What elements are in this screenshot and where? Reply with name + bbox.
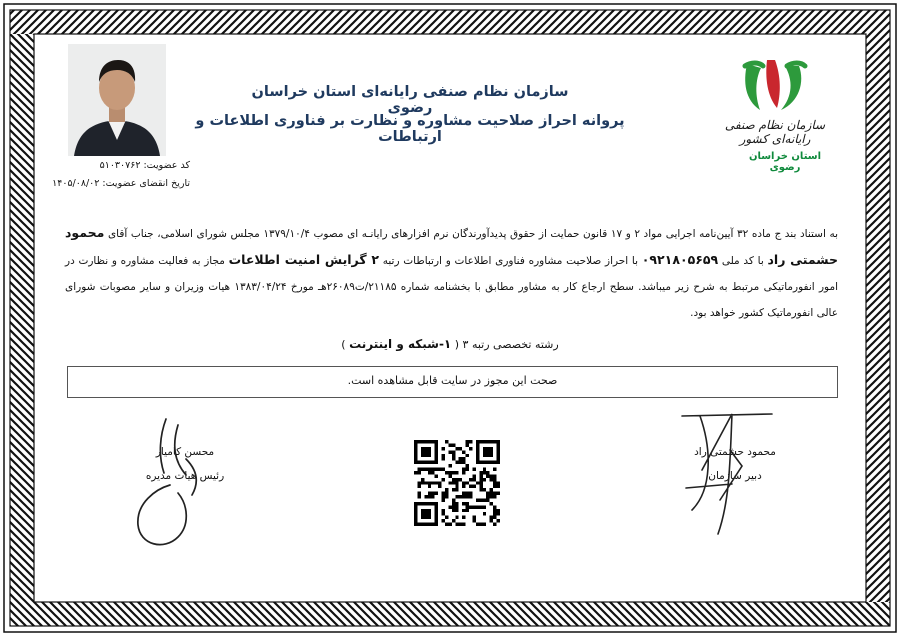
membership-code-value: ۵۱۰۳۰۷۶۲ [99,160,141,171]
membership-expiry-label: تاریخ انقضای عضویت: [102,178,190,189]
right-signer-title: دبیر سازمان [708,470,762,482]
body-p4: مجاز به فعالیت مشاوره و نظارت در امور انفورماتیکی مرتبط به شرح زیر میباشد. سطح ارجاع کار به مشاور مطابق با بخشنامه شماره ۲۱۱۸۵/ت۲۶۰۸۹هـ مورخ ۱۳۸۳/۰۴/۲۴ هیات وزیران و سایر مصوبات شورای عالی انفورماتیک کشور خواهد بود. [65,255,838,319]
certificate-body [65,220,838,326]
membership-code-label: کد عضویت: [143,160,190,171]
left-signature [130,415,220,555]
member-photo [68,44,166,156]
org-title: سازمان نظام صنفی رایانه‌ای استان خراسان رضوی [251,84,569,116]
verification-qr-code[interactable] [414,440,500,526]
right-signature [672,410,782,540]
left-signer-name: محسن کامیار [155,446,215,458]
left-signer-title: رئیس هیات مدیره [145,470,225,482]
logo-org-name: سازمان نظام صنفی رایانه‌ای کشور [724,118,826,146]
body-line1: به استناد بند ج ماده ۳۲ آیین‌نامه اجرایی مواد ۲ و ۱۷ قانون حمایت از حقوق پدیدآورندگان نرم افزارهای رایانـه ای مصوب ۱۳۷۹/۱۰/۴ مجلس شورای اسلامی، [157,228,839,240]
national-id: ۰۹۲۱۸۰۵۶۵۹ [641,252,719,267]
right-signer-name: محمود حشمتی راد [694,446,776,458]
membership-code [40,160,190,171]
body-p2: با کد ملی [721,255,764,267]
body-p1: جناب آقای [107,228,154,240]
specialty-value: ۱-شبکه و اینترنت [349,337,452,351]
membership-expiry [40,178,190,189]
body-p3: با احراز صلاحیت مشاوره فناوری اطلاعات و ارتباطات رتبه [382,255,639,267]
specialty-close: ) [341,338,346,351]
license-title: پروانه احراز صلاحیت مشاوره و نظارت بر فناوری اطلاعات و ارتباطات [195,113,625,145]
logo-province: استان خراسان رضوی [748,151,822,173]
specialty [330,337,570,351]
verify-text: صحت این مجوز در سایت قابل مشاهده است. [347,374,558,387]
membership-expiry-value: ۱۴۰۵/۰۸/۰۲ [52,178,100,189]
grade: ۲ گرایش امنیت اطلاعات [228,252,379,267]
specialty-label: رشته تخصصی رتبه ۳ ( [454,338,559,351]
member-name: محمود حشمتی راد [65,225,838,267]
